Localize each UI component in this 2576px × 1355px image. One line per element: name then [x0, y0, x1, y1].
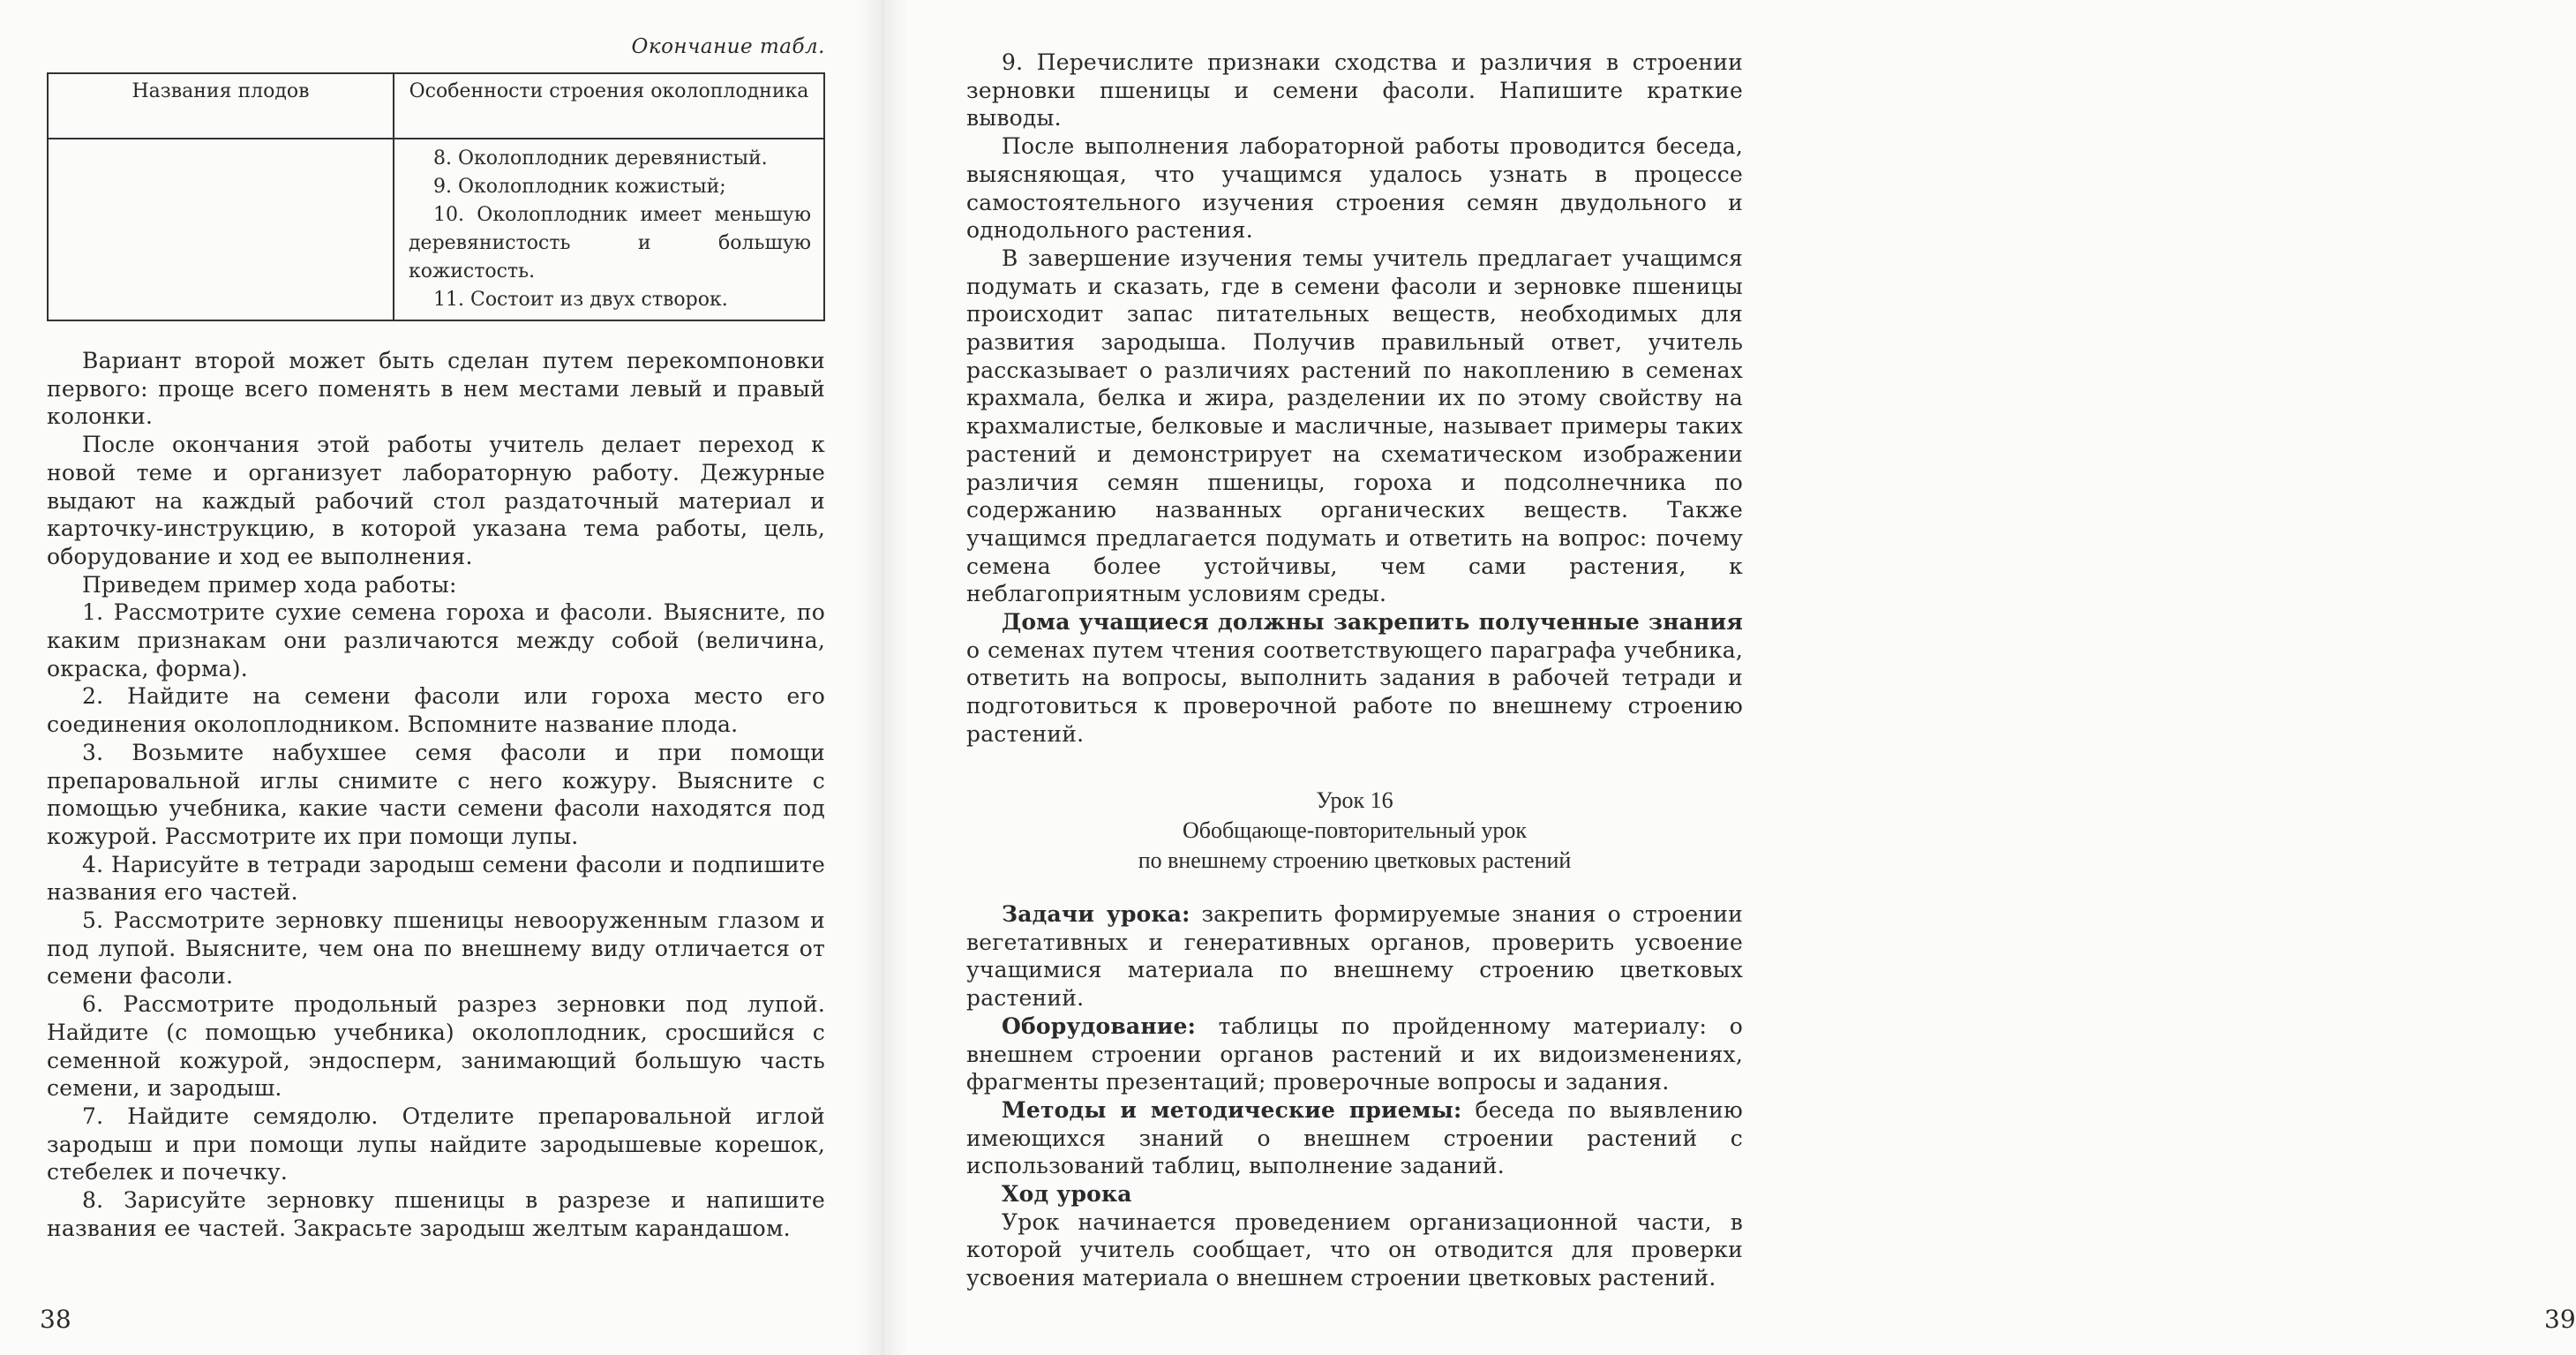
lesson-objectives — [966, 900, 1743, 1012]
list-item: 3. Возьмите набухшее семя фасоли и при помощи препаровальной иглы снимите с него кожуру. Выясните с помощью учебника, какие части семени фасоли находятся под кожурой. Рассмотрите их при помощи лупы. — [47, 739, 825, 849]
list-item: 6. Рассмотрите продольный разрез зерновки под лупой. Найдите (с помощью учебника) околоплодник, сросшийся с семенной кожурой, эндосперм, занимающий большую часть семени, и зародыш. — [47, 991, 825, 1102]
methods-lead: Методы и методические приемы: — [1002, 1096, 1462, 1123]
homework-text: о семенах путем чтения соответствующего параграфа учебника, ответить на вопросы, выполнить задания в рабочей тетради и подготовиться к проверочной работе по внешнему строению растений. — [966, 636, 1743, 747]
fruit-table — [47, 72, 825, 321]
lesson-equipment — [966, 1012, 1743, 1096]
objectives-lead: Задачи урока: — [1002, 901, 1190, 927]
page-number-right: 39 — [2544, 1305, 2576, 1334]
paragraph: В завершение изучения темы учитель предлагает учащимся подумать и сказать, где в семени фасоли и зерновке пшеницы происходит запас питательных веществ, необходимых для развития зародыша. Получив правильный ответ, учитель рассказывает о различиях растений по накоплению в семенах крахмала, белка и жира, разделении их по этому свойству на крахмалистые, белковые и масличные, называет примеры таких растений и демонстрирует на схематическом изображении различия семян пшеницы, гороха и подсолнечника по содержанию названных органических веществ. Также учащимся предлагается подумать и ответить на вопрос: почему семена более устойчивы, чем сами растения, к неблагоприятным условиям среды. — [966, 245, 1743, 607]
table-row — [48, 139, 824, 320]
lesson-number: Урок 16 — [1316, 787, 1393, 813]
table-line: 9. Околоплодник кожистый; — [433, 176, 726, 198]
table-header-pericarp-features: Особенности строения околоплодника — [394, 73, 824, 139]
table-continuation-label: Окончание табл. — [631, 35, 825, 58]
table-cell-pericarp — [394, 139, 824, 320]
paragraph: Приведем пример хода работы: — [82, 571, 457, 598]
list-item: 2. Найдите на семени фасоли или гороха место его соединения околоплодником. Вспомните название плода. — [47, 683, 825, 738]
homework-paragraph — [966, 608, 1743, 749]
lesson-body-text — [966, 900, 1743, 1292]
table-line: 10. Околоплодник имеет меньшую деревянистость и большую кожистость. — [409, 204, 811, 282]
lesson-title-line1: Обобщающе-повторительный урок — [1182, 817, 1528, 843]
equipment-lead: Оборудование: — [1002, 1012, 1197, 1039]
list-item: 4. Нарисуйте в тетради зародыш семени фасоли и подпишите названия его частей. — [47, 851, 825, 906]
list-item: 8. Зарисуйте зерновку пшеницы в разрезе и напишите названия ее частей. Закрасьте зародыш желтым карандашом. — [47, 1187, 825, 1241]
paragraph: После выполнения лабораторной работы проводится беседа, выясняющая, что учащимся удалось узнать в процессе самостоятельного изучения строения семян двудольного и однодольного растения. — [966, 133, 1743, 244]
lesson-methods — [966, 1096, 1743, 1180]
objectives-text: закрепить формируемые знания о строении вегетативных и генеративных органов, проверить усвоение учащимися материала по внешнему строению цветковых растений. — [966, 901, 1743, 1012]
list-item: 5. Рассмотрите зерновку пшеницы невооруженным глазом и под лупой. Выясните, чем она по внешнему виду отличается от семени фасоли. — [47, 907, 825, 990]
right-body-text — [966, 49, 1743, 749]
list-item: 9. Перечислите признаки сходства и различия в строении зерновки пшеницы и семени фасоли. Напишите краткие выводы. — [966, 49, 1743, 132]
left-page — [0, 0, 865, 1355]
progress-body: Урок начинается проведением организационной части, в которой учитель сообщает, что он отводится для проверки усвоения материала о внешнем строении цветковых растений. — [966, 1208, 1743, 1291]
left-body-text — [47, 347, 825, 1243]
homework-lead: Дома учащиеся должны закрепить полученные знания — [1002, 609, 1743, 636]
methods-text: беседа по выявлению имеющихся знаний о внешнем строении растений с использований таблиц, выполнение заданий. — [966, 1096, 1743, 1179]
table-line: 8. Околоплодник деревянистый. — [433, 147, 768, 169]
lesson-progress-text — [966, 1208, 1743, 1292]
page-number-left: 38 — [40, 1305, 71, 1334]
table-header-fruit-names: Названия плодов — [48, 73, 394, 139]
table-cell-fruit-name — [48, 139, 394, 320]
list-item: 7. Найдите семядолю. Отделите препаровальной иглой зародыш и при помощи лупы найдите зародышевые корешок, стебелек и почечку. — [47, 1103, 825, 1186]
table-header-row — [48, 73, 824, 139]
table-line: 11. Состоит из двух створок. — [433, 289, 728, 311]
paragraph: После окончания этой работы учитель делает переход к новой теме и организует лабораторную работу. Дежурные выдают на каждый рабочий стол раздаточный материал и карточку-инструкцию, в которой указана тема работы, цель, оборудование и ход ее выполнения. — [47, 432, 825, 569]
lesson-title-line2: по внешнему строению цветковых растений — [1138, 847, 1572, 873]
list-item: 1. Рассмотрите сухие семена гороха и фасоли. Выясните, по каким признакам они различаются между собой (величина, окраска, форма). — [47, 599, 825, 681]
paragraph: Вариант второй может быть сделан путем перекомпоновки первого: проще всего поменять в нем местами левый и правый колонки. — [47, 348, 825, 430]
progress-lead: Ход урока — [1002, 1181, 1132, 1208]
lesson-progress-heading — [966, 1180, 1743, 1208]
equipment-text: таблицы по пройденному материалу: о внешнем строении органов растений и их видоизменениях, фрагменты презентаций; проверочные вопросы и задания. — [966, 1012, 1743, 1095]
lesson-heading — [966, 786, 1743, 876]
right-page — [882, 0, 2576, 1355]
